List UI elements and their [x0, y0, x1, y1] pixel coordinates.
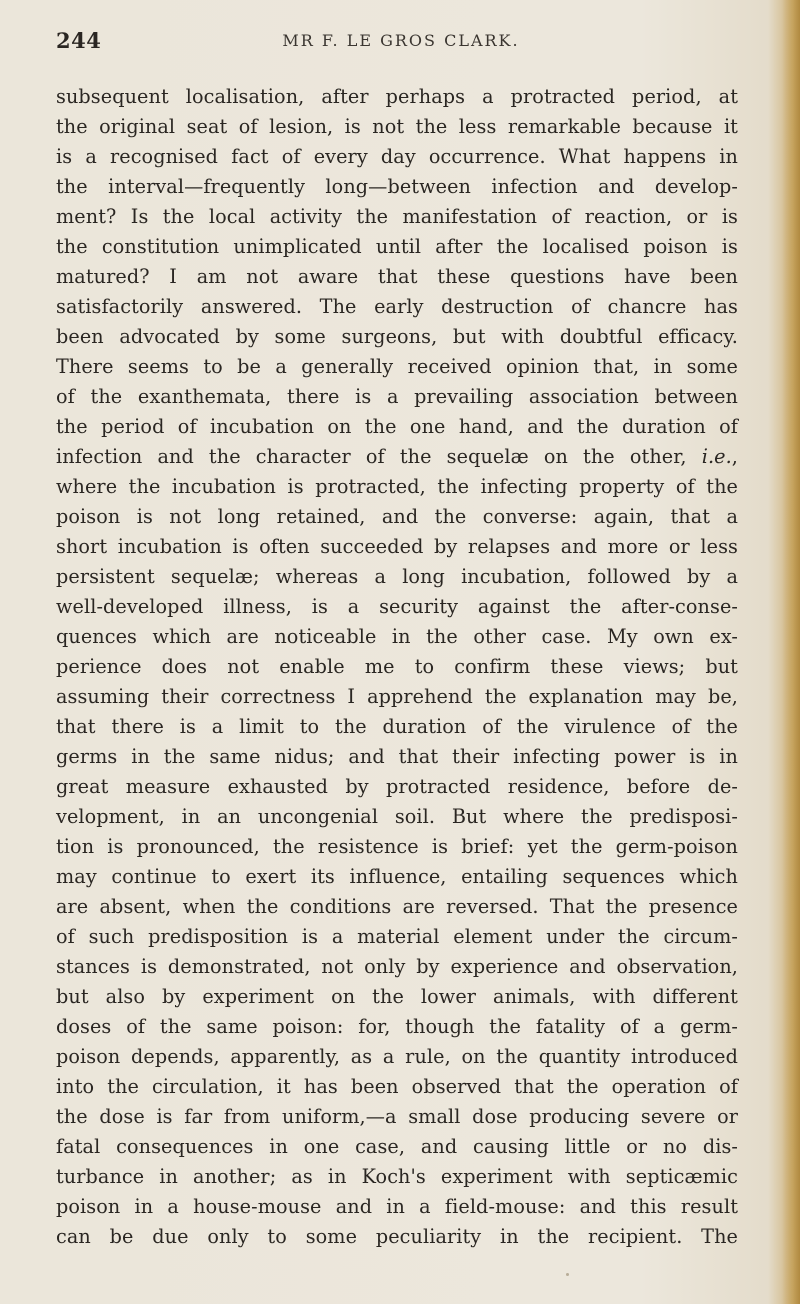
text-line: are absent, when the conditions are reversed. That the presence	[56, 895, 738, 918]
text-line: quences which are noticeable in the other case. My own ex-	[56, 625, 738, 648]
text-line: of the exanthemata, there is a prevailing association between	[56, 385, 738, 408]
text-line: poison depends, apparently, as a rule, on the quantity introduced	[56, 1045, 738, 1068]
text-line: doses of the same poison: for, though the fatality of a germ-	[56, 1015, 738, 1038]
text-line: perience does not enable me to confirm these views; but	[56, 655, 738, 678]
text-line: into the circulation, it has been observed that the operation of	[56, 1075, 738, 1098]
text-line: ment? Is the local activity the manifestation of reaction, or is	[56, 205, 738, 228]
text-line: where the incubation is protracted, the infecting property of the	[56, 475, 738, 498]
paper-speck	[566, 1273, 569, 1276]
text-line: can be due only to some peculiarity in the recipient. The	[56, 1225, 738, 1248]
text-line: but also by experiment on the lower animals, with different	[56, 985, 738, 1008]
text-line: great measure exhausted by protracted residence, before de-	[56, 775, 738, 798]
text-line: velopment, in an uncongenial soil. But where the predisposi-	[56, 805, 738, 828]
text-line: short incubation is often succeeded by relapses and more or less	[56, 535, 738, 558]
text-line: is a recognised fact of every day occurrence. What happens in	[56, 145, 738, 168]
text-line: the period of incubation on the one hand, and the duration of	[56, 415, 738, 438]
text-line: There seems to be a generally received opinion that, in some	[56, 355, 738, 378]
page-header	[56, 28, 746, 64]
text-line: been advocated by some surgeons, but with doubtful efficacy.	[56, 325, 738, 348]
text-line: fatal consequences in one case, and causing little or no dis-	[56, 1135, 738, 1158]
text-line: stances is demonstrated, not only by experience and observation,	[56, 955, 738, 978]
text-line: satisfactorily answered. The early destruction of chancre has	[56, 295, 738, 318]
page-number: 244	[56, 28, 102, 53]
body-text	[56, 82, 738, 1252]
text-line: the dose is far from uniform,—a small dose producing severe or	[56, 1105, 738, 1128]
text-line: germs in the same nidus; and that their infecting power is in	[56, 745, 738, 768]
text-line: matured? I am not aware that these questions have been	[56, 265, 738, 288]
text-line: of such predisposition is a material element under the circum-	[56, 925, 738, 948]
text-line: persistent sequelæ; whereas a long incubation, followed by a	[56, 565, 738, 588]
text-line: poison in a house-mouse and in a field-mouse: and this result	[56, 1195, 738, 1218]
text-line: infection and the character of the sequelæ on the other, i.e.,	[56, 445, 738, 468]
text-line: tion is pronounced, the resistence is brief: yet the germ-poison	[56, 835, 738, 858]
text-line: turbance in another; as in Koch's experiment with septicæmic	[56, 1165, 738, 1188]
running-head: MR F. LE GROS CLARK.	[282, 31, 520, 50]
page-edge-shadow	[782, 0, 800, 1304]
text-line: the constitution unimplicated until after the localised poison is	[56, 235, 738, 258]
text-line: poison is not long retained, and the converse: again, that a	[56, 505, 738, 528]
text-line: well-developed illness, is a security against the after-conse-	[56, 595, 738, 618]
text-line: that there is a limit to the duration of the virulence of the	[56, 715, 738, 738]
text-line: the original seat of lesion, is not the less remarkable because it	[56, 115, 738, 138]
text-line: subsequent localisation, after perhaps a protracted period, at	[56, 85, 738, 108]
text-line: assuming their correctness I apprehend the explanation may be,	[56, 685, 738, 708]
text-line: the interval—frequently long—between infection and develop-	[56, 175, 738, 198]
text-line: may continue to exert its influence, entailing sequences which	[56, 865, 738, 888]
